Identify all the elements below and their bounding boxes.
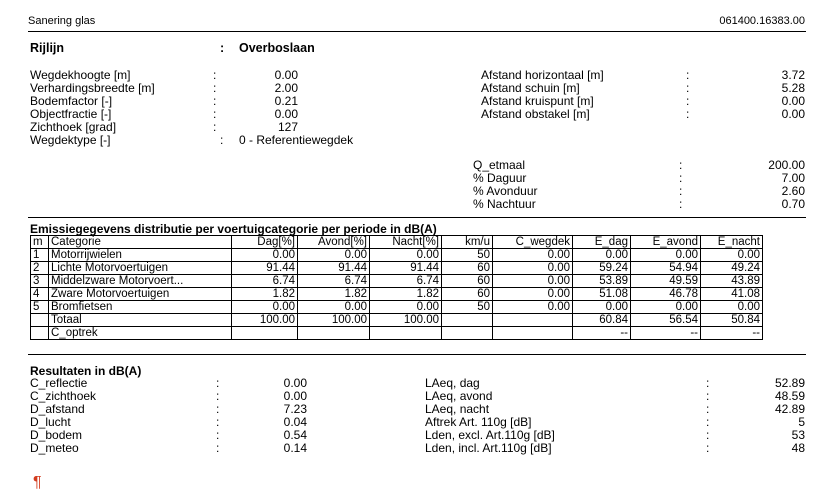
- result-sep: :: [216, 402, 220, 416]
- paragraph-mark: ¶: [33, 474, 42, 491]
- param-label: Verhardingsbreedte [m]: [30, 81, 155, 95]
- table-cell: 49.59: [631, 275, 701, 288]
- traffic-value: 7.00: [781, 171, 805, 185]
- column-header: Nacht[%]: [370, 236, 442, 249]
- table-cell: 4: [31, 288, 49, 301]
- table-cell: 51.08: [573, 288, 631, 301]
- table-cell: Lichte Motorvoertuigen: [49, 262, 232, 275]
- emission-title: Emissiegegevens distributie per voertuigcategorie per periode in dB(A): [30, 222, 437, 236]
- result-value: 52.89: [774, 376, 805, 390]
- table-cell: 100.00: [370, 314, 442, 327]
- table-cell: 0.00: [232, 249, 298, 262]
- param-label: Bodemfactor [-]: [30, 94, 113, 108]
- table-cell: 0.00: [232, 301, 298, 314]
- table-cell: 100.00: [232, 314, 298, 327]
- table-cell: 6.74: [370, 275, 442, 288]
- table-cell: 0.00: [370, 301, 442, 314]
- table-cell: 60.84: [573, 314, 631, 327]
- result-value: 0.00: [283, 376, 307, 390]
- param-value: 0.00: [781, 94, 805, 108]
- table-cell: [442, 327, 493, 340]
- column-header: C_wegdek: [493, 236, 573, 249]
- result-label: Lden, excl. Art.110g [dB]: [425, 428, 555, 442]
- result-sep: :: [706, 402, 710, 416]
- result-label: D_bodem: [30, 428, 83, 442]
- param-sep: :: [213, 68, 217, 82]
- column-header: E_dag: [573, 236, 631, 249]
- rijlijn-value: Overboslaan: [239, 41, 315, 55]
- table-cell: 6.74: [232, 275, 298, 288]
- document-title: Sanering glas: [28, 15, 96, 27]
- result-sep: :: [706, 428, 710, 442]
- section-rule: [28, 217, 806, 218]
- table-header-row: [31, 236, 763, 249]
- traffic-value: 2.60: [781, 184, 805, 198]
- result-label: Lden, incl. Art.110g [dB]: [425, 441, 552, 455]
- table-cell: C_optrek: [49, 327, 232, 340]
- param-value: 5.28: [781, 81, 805, 95]
- table-cell: 0.00: [493, 301, 573, 314]
- column-header: Avond[%]: [298, 236, 370, 249]
- table-cell: 60: [442, 288, 493, 301]
- table-row: [31, 249, 763, 262]
- table-cell: 59.24: [573, 262, 631, 275]
- table-cell: [370, 327, 442, 340]
- traffic-sep: :: [679, 184, 683, 198]
- table-cell: 91.44: [370, 262, 442, 275]
- param-sep: :: [213, 107, 217, 121]
- table-cell: --: [631, 327, 701, 340]
- param-label: Wegdekhoogte [m]: [30, 68, 131, 82]
- result-value: 53: [791, 428, 805, 442]
- result-sep: :: [216, 415, 220, 429]
- table-cell: 1.82: [298, 288, 370, 301]
- param-sep: :: [686, 68, 690, 82]
- result-label: LAeq, avond: [425, 389, 493, 403]
- result-value: 48: [791, 441, 805, 455]
- document-code: 061400.16383.00: [719, 15, 805, 27]
- param-value: 127: [277, 120, 298, 134]
- column-header: m: [31, 236, 49, 249]
- param-value: 0.00: [274, 68, 298, 82]
- param-label: Afstand schuin [m]: [481, 81, 580, 95]
- column-header: Dag[%]: [232, 236, 298, 249]
- traffic-label: % Daguur: [473, 171, 527, 185]
- table-cell: Zware Motorvoertuigen: [49, 288, 232, 301]
- traffic-sep: :: [679, 197, 683, 211]
- table-cell: 0.00: [631, 301, 701, 314]
- traffic-label: % Avonduur: [473, 184, 538, 198]
- param-sep: :: [213, 81, 217, 95]
- table-cell: 46.78: [631, 288, 701, 301]
- traffic-value: 200.00: [768, 158, 805, 172]
- result-sep: :: [216, 441, 220, 455]
- table-cell: 0.00: [701, 301, 763, 314]
- table-row: [31, 275, 763, 288]
- table-cell: 53.89: [573, 275, 631, 288]
- table-cell: [31, 327, 49, 340]
- result-value: 0.00: [283, 389, 307, 403]
- param-sep: :: [213, 120, 217, 134]
- param-sep: :: [213, 94, 217, 108]
- table-cell: 100.00: [298, 314, 370, 327]
- emission-table: [30, 235, 763, 340]
- param-value: 0.21: [274, 94, 298, 108]
- table-cell: 0.00: [701, 249, 763, 262]
- column-header: km/u: [442, 236, 493, 249]
- table-cell: 1.82: [370, 288, 442, 301]
- param-label: Afstand horizontaal [m]: [481, 68, 604, 82]
- table-coptrek-row: [31, 327, 763, 340]
- table-cell: Totaal: [49, 314, 232, 327]
- result-label: LAeq, dag: [425, 376, 480, 390]
- table-cell: 6.74: [298, 275, 370, 288]
- table-cell: 0.00: [493, 275, 573, 288]
- table-cell: 0.00: [493, 288, 573, 301]
- table-cell: 5: [31, 301, 49, 314]
- table-cell: [232, 327, 298, 340]
- column-header: E_nacht: [701, 236, 763, 249]
- rijlijn-label: Rijlijn: [30, 41, 65, 55]
- table-cell: --: [573, 327, 631, 340]
- table-cell: 50: [442, 301, 493, 314]
- param-label: Zichthoek [grad]: [30, 120, 117, 134]
- table-cell: 3: [31, 275, 49, 288]
- result-value: 42.89: [774, 402, 805, 416]
- result-label: D_meteo: [30, 441, 79, 455]
- table-cell: [493, 314, 573, 327]
- table-cell: 1.82: [232, 288, 298, 301]
- param-label: Wegdektype [-]: [30, 133, 111, 147]
- table-cell: 50.84: [701, 314, 763, 327]
- param-value: 0 - Referentiewegdek: [239, 133, 354, 147]
- result-label: LAeq, nacht: [425, 402, 490, 416]
- param-sep: :: [686, 94, 690, 108]
- result-sep: :: [706, 415, 710, 429]
- table-row: [31, 301, 763, 314]
- table-cell: 49.24: [701, 262, 763, 275]
- result-value: 0.14: [283, 441, 307, 455]
- table-cell: 43.89: [701, 275, 763, 288]
- column-header: Categorie: [49, 236, 232, 249]
- table-cell: 0.00: [573, 301, 631, 314]
- traffic-sep: :: [679, 171, 683, 185]
- result-label: D_lucht: [30, 415, 71, 429]
- table-cell: 0.00: [370, 249, 442, 262]
- table-cell: 1: [31, 249, 49, 262]
- param-value: 3.72: [781, 68, 805, 82]
- table-cell: 60: [442, 275, 493, 288]
- table-row: [31, 262, 763, 275]
- result-sep: :: [706, 389, 710, 403]
- table-row: [31, 288, 763, 301]
- table-cell: 0.00: [493, 262, 573, 275]
- table-cell: 2: [31, 262, 49, 275]
- table-total-row: [31, 314, 763, 327]
- table-cell: 50: [442, 249, 493, 262]
- table-cell: Motorrijwielen: [49, 249, 232, 262]
- table-cell: 0.00: [298, 301, 370, 314]
- param-sep: :: [686, 81, 690, 95]
- param-label: Afstand obstakel [m]: [481, 107, 590, 121]
- table-cell: 0.00: [493, 249, 573, 262]
- table-cell: 54.94: [631, 262, 701, 275]
- param-value: 0.00: [274, 107, 298, 121]
- traffic-label: % Nachtuur: [473, 197, 536, 211]
- header-rule: [28, 31, 806, 32]
- column-header: E_avond: [631, 236, 701, 249]
- param-label: Afstand kruispunt [m]: [481, 94, 594, 108]
- table-cell: Middelzware Motorvoert...: [49, 275, 232, 288]
- result-sep: :: [216, 376, 220, 390]
- result-label: D_afstand: [30, 402, 85, 416]
- result-sep: :: [706, 376, 710, 390]
- table-cell: 60: [442, 262, 493, 275]
- param-label: Objectfractie [-]: [30, 107, 112, 121]
- result-value: 0.04: [283, 415, 307, 429]
- traffic-label: Q_etmaal: [473, 158, 526, 172]
- table-cell: 0.00: [298, 249, 370, 262]
- table-cell: Bromfietsen: [49, 301, 232, 314]
- table-cell: [442, 314, 493, 327]
- param-value: 2.00: [274, 81, 298, 95]
- table-cell: 41.08: [701, 288, 763, 301]
- table-cell: [493, 327, 573, 340]
- table-cell: 0.00: [573, 249, 631, 262]
- table-cell: 91.44: [232, 262, 298, 275]
- param-value: 0.00: [781, 107, 805, 121]
- result-label: C_zichthoek: [30, 389, 97, 403]
- section-rule: [28, 354, 806, 355]
- table-cell: --: [701, 327, 763, 340]
- result-value: 7.23: [283, 402, 307, 416]
- traffic-sep: :: [679, 158, 683, 172]
- traffic-value: 0.70: [781, 197, 805, 211]
- param-sep: :: [686, 107, 690, 121]
- result-sep: :: [216, 389, 220, 403]
- result-value: 5: [798, 415, 805, 429]
- result-sep: :: [216, 428, 220, 442]
- result-value: 0.54: [283, 428, 307, 442]
- result-label: Aftrek Art. 110g [dB]: [425, 415, 532, 429]
- result-label: C_reflectie: [30, 376, 88, 390]
- table-cell: [31, 314, 49, 327]
- rijlijn-sep: :: [220, 41, 225, 55]
- table-cell: [298, 327, 370, 340]
- table-cell: 91.44: [298, 262, 370, 275]
- result-sep: :: [706, 441, 710, 455]
- param-sep: :: [220, 133, 224, 147]
- results-title: Resultaten in dB(A): [30, 364, 142, 378]
- table-cell: 0.00: [631, 249, 701, 262]
- result-value: 48.59: [774, 389, 805, 403]
- table-cell: 56.54: [631, 314, 701, 327]
